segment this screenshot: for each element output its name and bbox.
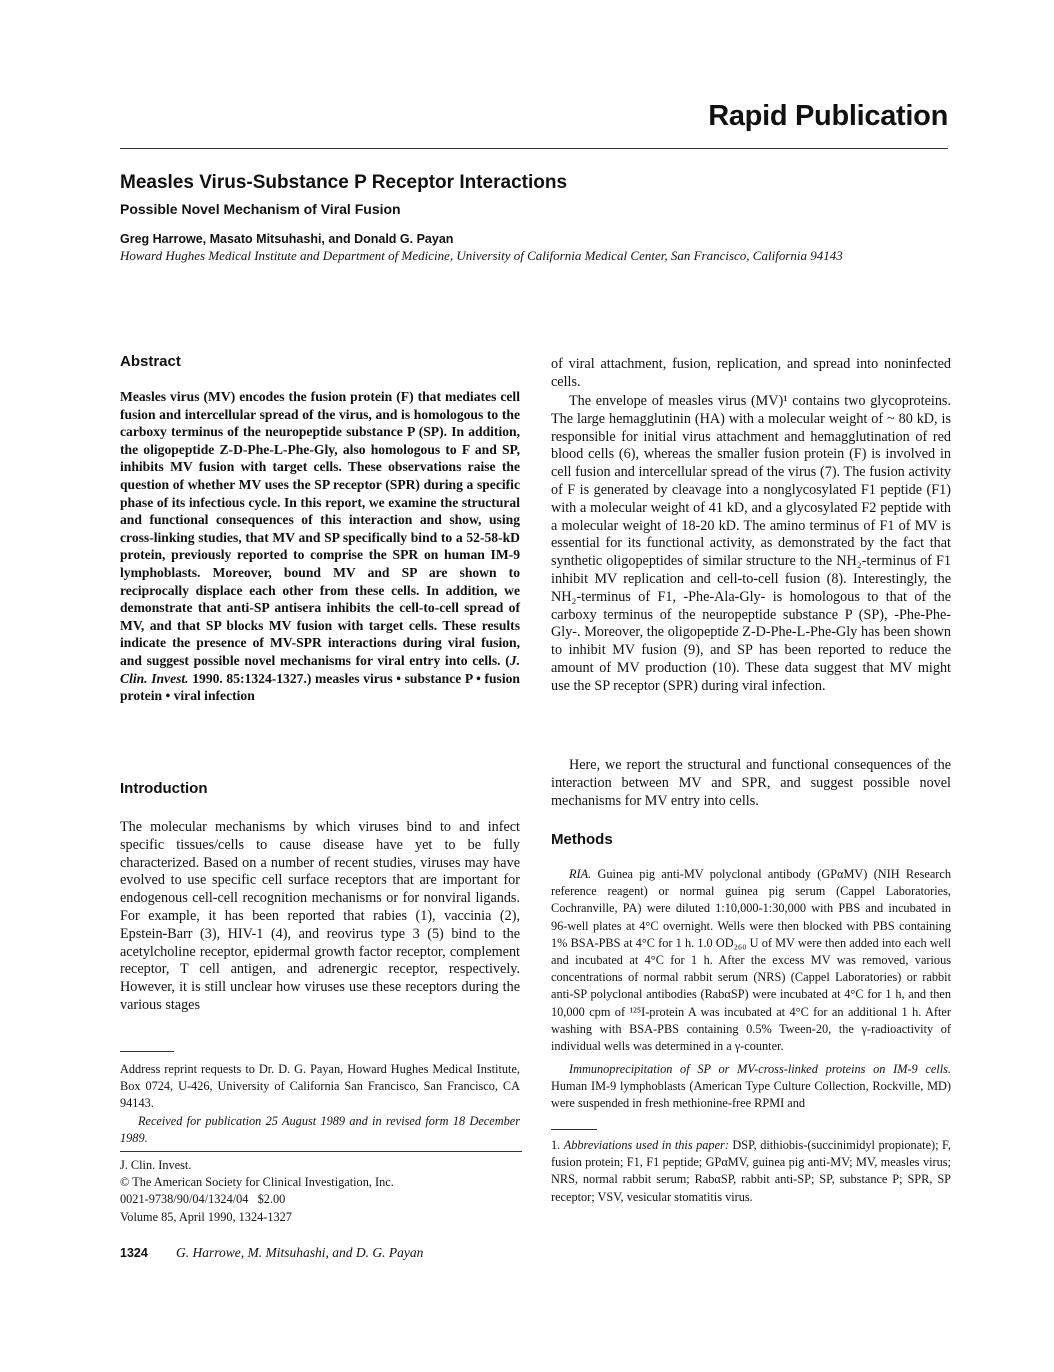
citation-details: 1990. 85:1324-1327.): [192, 670, 312, 686]
article-subtitle: Possible Novel Mechanism of Viral Fusion: [120, 201, 401, 217]
introduction-paragraph-1-continued: of viral attachment, fusion, replication, and spread into noninfected cells.: [551, 356, 951, 390]
introduction-paragraph-2: The envelope of measles virus (MV)¹ contains two glycoproteins. The large hemagglutinin (HA) with a molecular weight of ~ 80 kD, is responsible for initial virus attachment and hemagglutination of red blood cells (6), whereas the smaller fusion protein (F) is involved in cell fusion and intercellular spread of the virus (7). The fusion activity of F is generated by cleavage into a nonglycosylated F1 peptide (F1) with a molecular weight of 41 kD, and a glycosylated F2 peptide with a molecular weight of 18-20 kD. The amino terminus of F1 of MV is essential for its functional activity, as demonstrated by the fact that synthetic oligopeptides of similar structure to the NH₂-terminus of F1 inhibit MV replication and cell-to-cell fusion (8). Interestingly, the NH₂-terminus of F1, -Phe-Ala-Gly- is homologous to that of the carboxy terminus of the neuropeptide substance P (SP), -Phe-Phe-Gly-. Moreover, the oligopeptide Z-D-Phe-L-Phe-Gly has been shown to inhibit MV fusion (9), and SP has been reported to reduce the amount of MV production (10). These data suggest that MV might use the SP receptor (SPR) during viral infection.: [551, 393, 951, 694]
abstract-heading: Abstract: [120, 353, 181, 370]
abstract-keywords: measles virus • substance P • fusion protein • viral infection: [120, 670, 520, 704]
article-authors: Greg Harrowe, Masato Mitsuhashi, and Donald G. Payan: [120, 232, 454, 246]
methods-ria-paragraph: [551, 866, 951, 1055]
footnote-label: 1.: [551, 1138, 561, 1152]
abstract-text: Measles virus (MV) encodes the fusion protein (F) that mediates cell fusion and intercellular spread of the virus, and is homologous to the carboxy terminus of the neuropeptide substance P (SP). In addition, the oligopeptide Z-D-Phe-L-Phe-Gly, also homologous to F and SP, inhibits MV fusion with target cells. These observations raise the question of whether MV uses the SP receptor (SPR) during a specific phase of its infectious cycle. In this report, we examine the structural and functional consequences of this interaction and show, using cross-linking studies, that MV and SP specifically bind to a 52-58-kD protein, previously reported to comprise the SPR on human IM-9 lymphoblasts. Moreover, bound MV and SP are shown to reciprocally displace each other from these cells. In addition, we demonstrate that anti-SP antisera inhibits the cell-to-cell spread of MV, and that SP blocks MV fusion with target cells. These results indicate the presence of MV-SPR interactions during viral fusion, and suggest possible novel mechanisms for viral entry into cells.: [120, 389, 520, 668]
introduction-paragraph-1: The molecular mechanisms by which viruses bind to and infect specific tissues/cells to cause disease have yet to be fully characterized. Based on a number of recent studies, viruses may have evolved to use specific cell surface receptors that are important for endogenous cell-cell recognition mechanisms or for nonviral ligands. For example, it has been reported that rabies (1), vaccinia (2), Epstein-Barr (3), HIV-1 (4), and reovirus type 3 (5) bind to the acetylcholine receptor, epidermal growth factor receptor, complement receptor, T cell antigen, and adrenergic receptor, respectively. However, it is still unclear how viruses use these receptors during the various stages: [120, 819, 520, 1013]
volume-info: Volume 85, April 1990, 1324-1327: [120, 1209, 292, 1224]
reprint-address: Address reprint requests to Dr. D. G. Payan, Howard Hughes Medical Institute, Box 0724, U-426, University of California San Francisco, San Francisco, CA 94143.: [120, 1062, 520, 1111]
footnote-divider: [120, 1051, 174, 1052]
journal-info: [120, 1157, 520, 1226]
introduction-heading: Introduction: [120, 780, 208, 797]
journal-name: J. Clin. Invest.: [120, 1158, 192, 1172]
ria-text: Guinea pig anti-MV polyclonal antibody (GPαMV) (NIH Research reference reagent) or normal guinea pig serum (Cappel Laboratories, Cochranville, PA) were diluted 1:10,000-1:30,000 with PBS and incubated in 96-well plates at 4°C overnight. Wells were then blocked with PBS containing 1% BSA-PBS at 4°C for 1 h. 1.0 OD₂₆₀ U of MV were then added into each well and incubated at 4°C for 1 h. After the excess MV was removed, various concentrations of normal rabbit serum (NRS) (Cappel Laboratories) or rabbit anti-SP polyclonal antibodies (RabαSP) were incubated at 4°C for 1 h, and then 10,000 cpm of ¹²⁵I-protein A was incubated at 4°C for an additional 1 h. After washing with BSA-PBS containing 0.5% Tween-20, the γ-radioactivity of individual wells was determined in a γ-counter.: [551, 867, 951, 1054]
section-label: Rapid Publication: [708, 100, 948, 132]
methods-ip-paragraph: [551, 1061, 951, 1113]
abbreviation-footnote-divider: [551, 1129, 597, 1130]
footnote-text: DSP, dithiobis-(succinimidyl propionate); F, fusion protein; F1, F1 peptide; GPαMV, guinea pig anti-MV; MV, measles virus; NRS, normal rabbit serum; RabαSP, rabbit anti-SP; SP, substance P; SPR, SP receptor; VSV, vesicular stomatitis virus.: [551, 1138, 951, 1204]
citation-open: (: [505, 652, 510, 668]
abbreviation-footnote: [551, 1137, 951, 1206]
page-number: 1324: [120, 1246, 148, 1260]
article-affiliation: Howard Hughes Medical Institute and Department of Medicine, University of California Medical Center, San Francisco, California 94143: [120, 248, 843, 263]
abstract-body: [120, 388, 520, 705]
methods-heading: Methods: [551, 831, 613, 848]
ria-label: RIA.: [569, 867, 592, 881]
introduction-paragraph-3: Here, we report the structural and functional consequences of the interaction between MV and SPR, and suggest possible novel mechanisms for MV entry into cells.: [551, 757, 951, 809]
copyright-notice: © The American Society for Clinical Investigation, Inc.: [120, 1175, 394, 1190]
header-divider: [120, 148, 948, 149]
citation-journal: J. Clin. Invest.: [120, 652, 520, 686]
article-title: Measles Virus-Substance P Receptor Interactions: [120, 172, 568, 193]
running-authors: G. Harrowe, M. Mitsuhashi, and D. G. Payan: [176, 1245, 424, 1260]
received-dates: Received for publication 25 August 1989 and in revised form 18 December 1989.: [120, 1114, 520, 1146]
footnote-label-italic: Abbreviations used in this paper:: [563, 1138, 729, 1152]
journal-info-divider: [120, 1151, 522, 1152]
ip-text: Human IM-9 lymphoblasts (American Type Culture Collection, Rockville, MD) were suspended in fresh methionine-free RPMI and: [551, 1079, 951, 1111]
issn-price: 0021-9738/90/04/1324/04 $2.00: [120, 1192, 286, 1207]
ip-label: Immunoprecipitation of SP or MV-cross-linked proteins on IM-9 cells.: [569, 1062, 951, 1076]
